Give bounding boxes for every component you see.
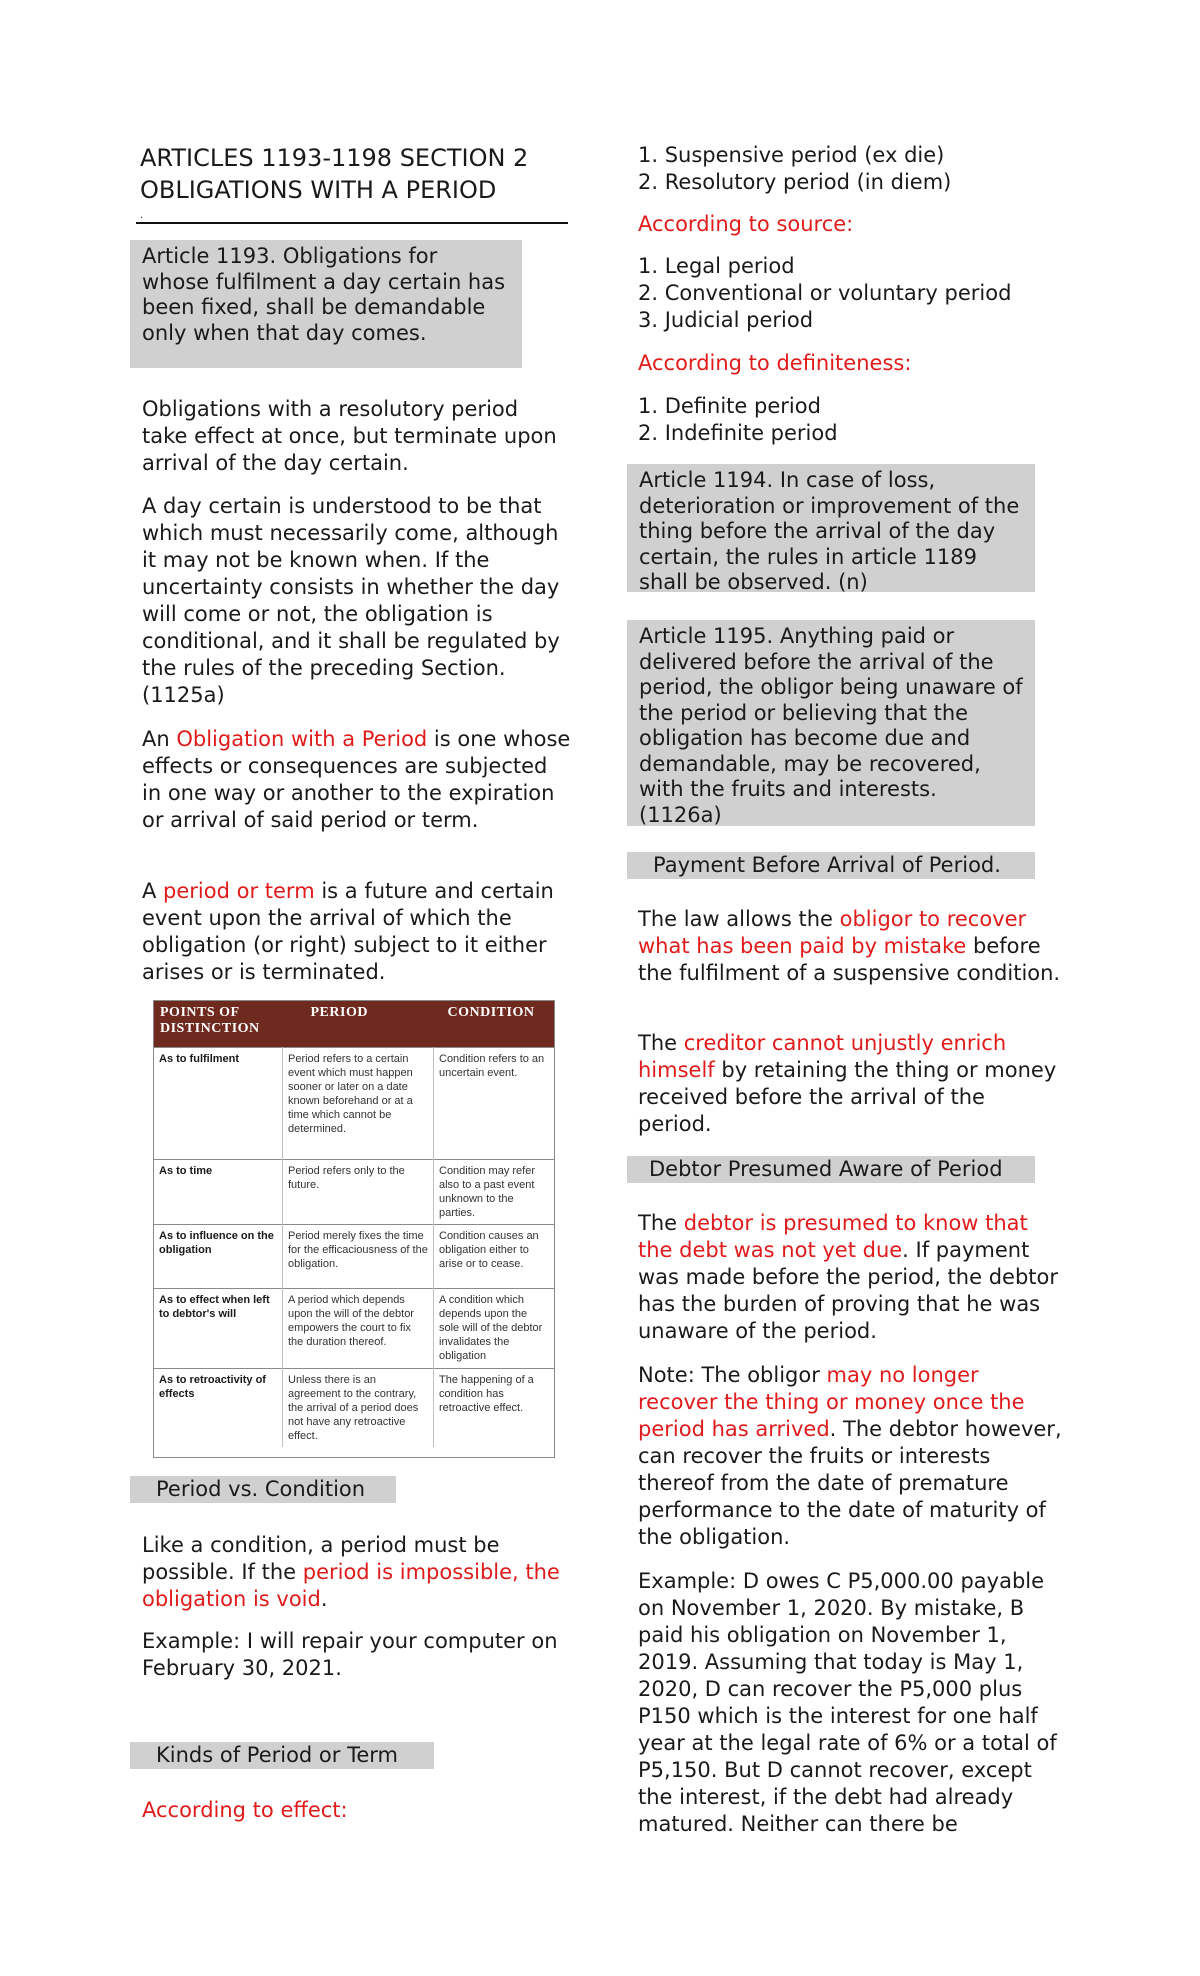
table-cell: Period merely fixes the time for the efficaciousness of the obligation.	[283, 1224, 434, 1288]
resolutory-paragraph: Obligations with a resolutory period take effect at once, but terminate upon arrival of the day certain.	[142, 397, 557, 475]
list-item: 1. Suspensive period (ex die)	[638, 143, 945, 167]
title-dot: .	[140, 210, 144, 221]
article-1193-text: Article 1193. Obligations for whose fulfilment a day certain has been fixed, shall be demandable only when that day comes.	[142, 244, 506, 345]
table-header: PERIOD	[283, 1001, 434, 1047]
title-rule	[136, 222, 568, 224]
list-item: 2. Indefinite period	[638, 421, 838, 445]
text-span: Like a condition, a period must be possible. If the	[142, 1533, 500, 1584]
list-item: 3. Judicial period	[638, 308, 814, 332]
definiteness-list	[638, 393, 1058, 447]
table-row	[154, 1368, 554, 1447]
title-line-2: OBLIGATIONS WITH A PERIOD	[140, 176, 497, 204]
text-span: is a future and certain event upon the arrival of which the obligation (or right) subject to it either arises or is terminated.	[142, 879, 554, 984]
period-term-paragraph	[142, 878, 572, 986]
text-span: by retaining the thing or money received before the arrival of the period.	[638, 1058, 1057, 1136]
article-1195-text: Article 1195. Anything paid or delivered before the arrival of the period, the obligor being unaware of the period or believing that the obligation has become due and demandable, may be recovered, with the fruits and interests. (1126a)	[639, 624, 1023, 827]
table-row	[154, 1047, 554, 1159]
according-effect-label: According to effect:	[142, 1798, 348, 1822]
highlight-span: period is impossible, the obligation is void	[142, 1560, 560, 1611]
table-cell: As to fulfilment	[154, 1047, 283, 1159]
table-cell: Period refers only to the future.	[283, 1159, 434, 1224]
impossible-period-paragraph	[142, 1532, 572, 1613]
text-span: .	[320, 1587, 328, 1611]
table-cell: The happening of a condition has retroactive effect.	[434, 1368, 555, 1447]
text-span: is one whose effects or consequences are subjected in one way or another to the expiration or arrival of said period or term.	[142, 727, 571, 832]
effect-list	[638, 142, 1058, 196]
text-span: before the fulfilment of a suspensive condition.	[638, 934, 1061, 985]
computer-example-paragraph: Example: I will repair your computer on February 30, 2021.	[142, 1629, 558, 1680]
obligor-recover-paragraph	[638, 906, 1063, 987]
text-span: The law allows the	[638, 907, 840, 931]
list-item: 1. Definite period	[638, 394, 821, 418]
table-cell: Unless there is an agreement to the contrary, the arrival of a period does not have any retroactive effect.	[283, 1368, 434, 1447]
table-cell: A condition which depends upon the sole will of the debtor invalidates the obligation	[434, 1288, 555, 1368]
highlight-span: creditor cannot unjustly enrich himself	[638, 1031, 1007, 1082]
table-cell: A period which depends upon the will of the debtor empowers the court to fix the duration thereof.	[283, 1288, 434, 1368]
according-source-label: According to source:	[638, 212, 854, 236]
table-header-row	[154, 1001, 554, 1047]
payment-example-paragraph: Example: D owes C P5,000.00 payable on November 1, 2020. By mistake, B paid his obligation on November 1, 2019. Assuming that today is May 1, 2020, D can recover the P5,000 plus P150 which is the interest for one half year at the legal rate of 6% or a total of P5,150. But D cannot recover, except the interest, if the debt had already matured. Neither can there be	[638, 1569, 1057, 1836]
text-span: . The debtor however, can recover the fruits or interests thereof from the date of premature performance to the date of maturity of the obligation.	[638, 1417, 1062, 1549]
table-row	[154, 1159, 554, 1224]
article-1193-box	[130, 240, 522, 368]
highlight-span: Obligation with a Period	[176, 727, 428, 751]
article-1194-box	[627, 464, 1035, 592]
distinction-table	[153, 1000, 555, 1458]
list-item: 2. Resolutory period (in diem)	[638, 170, 952, 194]
page-title	[140, 142, 528, 206]
table-cell: Condition causes an obligation either to arise or to cease.	[434, 1224, 555, 1288]
text-span: . If payment was made before the period, the debtor has the burden of proving that he was unaware of the period.	[638, 1238, 1058, 1343]
heading-text: Period vs. Condition	[156, 1477, 366, 1501]
text-span: Note: The obligor	[638, 1363, 827, 1387]
article-1195-box	[627, 620, 1035, 826]
text-span: An	[142, 727, 177, 751]
period-vs-condition-heading	[130, 1476, 396, 1503]
heading-text: Payment Before Arrival of Period.	[653, 853, 1001, 877]
source-list	[638, 253, 1058, 334]
text-span: The	[638, 1211, 684, 1235]
table-cell: As to time	[154, 1159, 283, 1224]
payment-before-arrival-heading	[627, 852, 1035, 879]
obligation-period-paragraph	[142, 726, 572, 834]
table-header: CONDITION	[434, 1001, 555, 1047]
highlight-span: obligor to recover what has been paid by mistake	[638, 907, 1027, 958]
note-paragraph	[638, 1362, 1063, 1551]
article-1194-text: Article 1194. In case of loss, deterioration or improvement of the thing before the arrival of the day certain, the rules in article 1189 shall be observed. (n)	[639, 468, 1020, 594]
debtor-presumed-heading	[627, 1156, 1035, 1183]
highlight-span: period or term	[163, 879, 315, 903]
table-header: POINTS OF DISTINCTION	[154, 1001, 283, 1047]
table-cell: As to effect when left to debtor's will	[154, 1288, 283, 1368]
table-cell: As to influence on the obligation	[154, 1224, 283, 1288]
highlight-span: debtor is presumed to know that the debt was not yet due	[638, 1211, 1028, 1262]
text-span: The	[638, 1031, 684, 1055]
creditor-enrich-paragraph	[638, 1030, 1063, 1138]
table-cell: Condition refers to an uncertain event.	[434, 1047, 555, 1159]
heading-text: Debtor Presumed Aware of Period	[649, 1157, 1003, 1181]
highlight-span: may no longer recover the thing or money once the period has arrived	[638, 1363, 1025, 1441]
kinds-of-period-heading	[130, 1742, 434, 1769]
title-line-1: ARTICLES 1193-1198 SECTION 2	[140, 144, 529, 172]
table-cell: Period refers to a certain event which must happen sooner or later on a date known beforehand or at a time which cannot be determined.	[283, 1047, 434, 1159]
day-certain-paragraph: A day certain is understood to be that which must necessarily come, although it may not be known when. If the uncertainty consists in whether the day will come or not, the obligation is conditional, and it shall be regulated by the rules of the preceding Section. (1125a)	[142, 494, 560, 707]
table-row	[154, 1224, 554, 1288]
table-cell: As to retroactivity of effects	[154, 1368, 283, 1447]
heading-text: Kinds of Period or Term	[156, 1743, 398, 1767]
debtor-presumed-paragraph	[638, 1210, 1063, 1345]
table-row	[154, 1288, 554, 1368]
table-cell: Condition may refer also to a past event unknown to the parties.	[434, 1159, 555, 1224]
according-definiteness-label: According to definiteness:	[638, 351, 912, 375]
list-item: 2. Conventional or voluntary period	[638, 281, 1012, 305]
text-span: A	[142, 879, 164, 903]
list-item: 1. Legal period	[638, 254, 795, 278]
